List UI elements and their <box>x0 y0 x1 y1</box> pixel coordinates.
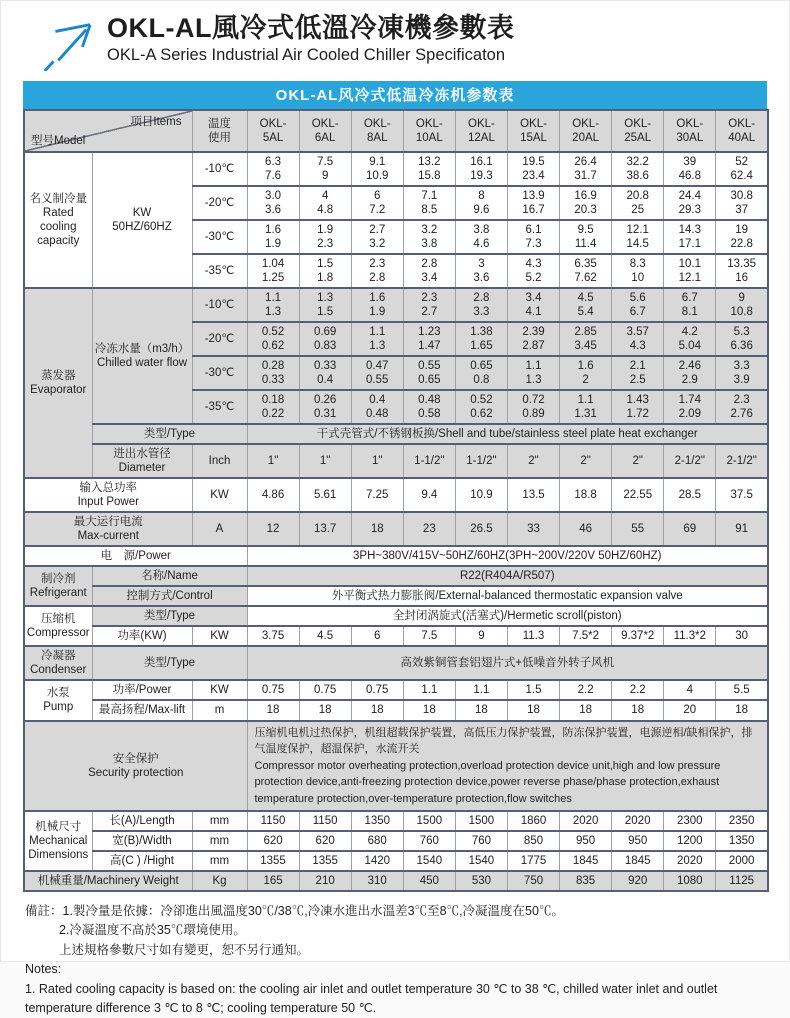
value-cell: 12.1 14.5 <box>612 220 664 254</box>
value-cell: 19 22.8 <box>716 220 768 254</box>
row-label-evaporator: 蒸发器 Evaporator <box>24 288 92 478</box>
value-cell: 14.3 17.1 <box>664 220 716 254</box>
value-cell: 7.25 <box>351 478 403 512</box>
note-line: 1. Rated cooling capacity is based on: the cooling air inlet and outlet temperature 30 ℃ to 38 ℃, chilled water inlet and outlet temperature difference 3 ℃ to 8 ℃; cooling temperature 50 ℃. <box>25 981 718 1015</box>
notes <box>25 902 765 1018</box>
value-cell: 1845 <box>560 851 612 871</box>
value-cell: 3.4 4.1 <box>507 288 559 322</box>
value-cell: 620 <box>247 831 299 851</box>
value-cell: 1.1 <box>455 680 507 700</box>
value-cell: 39 46.8 <box>664 152 716 186</box>
model-header: OKL- 25AL <box>612 110 664 152</box>
value-cell: 530 <box>455 871 507 891</box>
value-cell: 0.75 <box>351 680 403 700</box>
value-cell: 760 <box>455 831 507 851</box>
table-row <box>24 871 768 891</box>
temp-label: -20℃ <box>192 322 247 356</box>
value-cell: 1355 <box>299 851 351 871</box>
value-cell: 1.6 1.9 <box>247 220 299 254</box>
value-cell: 0.52 0.62 <box>247 322 299 356</box>
value-cell: 1.9 2.3 <box>299 220 351 254</box>
value-cell: 210 <box>299 871 351 891</box>
table-row <box>24 478 768 512</box>
value-cell: 4.5 5.4 <box>560 288 612 322</box>
value-cell: 3.8 4.6 <box>455 220 507 254</box>
value-cell: 1.6 2 <box>560 356 612 390</box>
value-cell: 8 9.6 <box>455 186 507 220</box>
row-label-compressor-type: 类型/Type <box>92 606 247 626</box>
temp-label: -10℃ <box>192 288 247 322</box>
doc-header <box>1 1 789 77</box>
note-line: 上述規格參數尺寸如有變更，恕不另行通知。 <box>59 942 310 957</box>
unit-label: mm <box>192 851 247 871</box>
row-label-diameter: 进出水管径 Diameter <box>92 444 192 478</box>
value-cell: 7.1 8.5 <box>403 186 455 220</box>
value-cell: 46 <box>560 512 612 546</box>
temp-usage-header: 温度 使用 <box>192 110 247 152</box>
value-cell: 1125 <box>716 871 768 891</box>
row-label-control: 控制方式/Control <box>92 586 247 606</box>
value-cell: 4 4.8 <box>299 186 351 220</box>
value-cell: 1.23 1.47 <box>403 322 455 356</box>
value-cell: 1-1/2" <box>403 444 455 478</box>
value-cell: 30 <box>716 626 768 646</box>
value-cell: 1.04 1.25 <box>247 254 299 288</box>
row-label-dimensions: 机械尺寸 Mechanical Dimensions <box>24 811 92 871</box>
unit-label: m <box>192 700 247 720</box>
value-cell: 2.39 2.87 <box>507 322 559 356</box>
value-cell: 1.1 1.3 <box>507 356 559 390</box>
condenser-type-value: 高效紫铜管套铝翅片式+低噪音外转子风机 <box>247 646 768 680</box>
value-cell: 55 <box>612 512 664 546</box>
security-value: 压缩机电机过热保护，机组超载保护装置，高低压力保护装置，防冻保护装置，电源逆相/缺相保护，排气温度保护，超温保护，水流开关 Compressor motor overheating protection,overload protection device unit,high and low pressure protection device,anti-freezing protection device,power reverse phase/phase protection,exhaust temperature protection,over-temperature protection,flow switches <box>247 721 768 812</box>
unit-label: A <box>192 512 247 546</box>
value-cell: 30.8 37 <box>716 186 768 220</box>
value-cell: 7.5 9 <box>299 152 351 186</box>
table-row <box>24 424 768 444</box>
row-label-height: 高(C ) /Hight <box>92 851 192 871</box>
temp-label: -35℃ <box>192 254 247 288</box>
value-cell: 1845 <box>612 851 664 871</box>
table-row <box>24 680 768 700</box>
value-cell: 0.26 0.31 <box>299 390 351 424</box>
table-row <box>24 646 768 680</box>
row-label-power-supply: 电 源/Power <box>24 546 247 566</box>
value-cell: 2.3 2.7 <box>403 288 455 322</box>
table-row <box>24 721 768 812</box>
value-cell: 6.1 7.3 <box>507 220 559 254</box>
value-cell: 2.7 3.2 <box>351 220 403 254</box>
row-label-length: 长(A)/Length <box>92 811 192 831</box>
value-cell: 91 <box>716 512 768 546</box>
value-cell: 920 <box>612 871 664 891</box>
table-row <box>24 626 768 646</box>
value-cell: 7.5*2 <box>560 626 612 646</box>
title-block <box>107 13 514 65</box>
unit-label: KW <box>192 478 247 512</box>
compressor-type-value: 全封闭涡旋式(活塞式)/Hermetic scroll(piston) <box>247 606 768 626</box>
value-cell: 1" <box>351 444 403 478</box>
value-cell: 1500 <box>455 811 507 831</box>
corner-model-label: 型号Model <box>31 134 86 147</box>
refrigerant-name-value: R22(R404A/R507) <box>247 566 768 586</box>
value-cell: 13.35 16 <box>716 254 768 288</box>
value-cell: 3.0 3.6 <box>247 186 299 220</box>
value-cell: 24.4 29.3 <box>664 186 716 220</box>
value-cell: 9 <box>455 626 507 646</box>
value-cell: 33 <box>507 512 559 546</box>
model-header: OKL- 10AL <box>403 110 455 152</box>
value-cell: 0.28 0.33 <box>247 356 299 390</box>
value-cell: 18 <box>560 700 612 720</box>
value-cell: 310 <box>351 871 403 891</box>
row-label-max-current: 最大运行电流 Max-current <box>24 512 192 546</box>
temp-label: -30℃ <box>192 356 247 390</box>
note-line: 備註：1.製冷量是依據：冷卻進出風溫度30℃/38℃,冷凍水進出水溫差3℃至8℃,冷凝溫度在50℃。 <box>25 904 564 919</box>
value-cell: 2.46 2.9 <box>664 356 716 390</box>
value-cell: 18.8 <box>560 478 612 512</box>
row-label-compressor: 压缩机 Compressor <box>24 606 92 646</box>
row-label-weight: 机械重量/Machinery Weight <box>24 871 192 891</box>
corner-items-label: 项目Items <box>130 116 182 128</box>
value-cell: 760 <box>403 831 455 851</box>
value-cell: 1.5 1.8 <box>299 254 351 288</box>
value-cell: 1775 <box>507 851 559 871</box>
unit-label: Kg <box>192 871 247 891</box>
value-cell: 0.65 0.8 <box>455 356 507 390</box>
value-cell: 18 <box>455 700 507 720</box>
value-cell: 1.1 <box>403 680 455 700</box>
value-cell: 680 <box>351 831 403 851</box>
value-cell: 1.38 1.65 <box>455 322 507 356</box>
row-label-compressor-power: 功率(KW) <box>92 626 192 646</box>
value-cell: 1" <box>299 444 351 478</box>
model-header: OKL- 15AL <box>507 110 559 152</box>
table-row <box>24 546 768 566</box>
row-label-evap-type: 类型/Type <box>92 424 247 444</box>
value-cell: 18 <box>351 512 403 546</box>
value-cell: 3.57 4.3 <box>612 322 664 356</box>
value-cell: 4.5 <box>299 626 351 646</box>
value-cell: 9.5 11.4 <box>560 220 612 254</box>
table-row <box>24 811 768 831</box>
value-cell: 22.55 <box>612 478 664 512</box>
value-cell: 20.8 25 <box>612 186 664 220</box>
corner-header <box>24 110 192 152</box>
model-header: OKL- 5AL <box>247 110 299 152</box>
value-cell: 18 <box>716 700 768 720</box>
value-cell: 1150 <box>299 811 351 831</box>
value-cell: 0.18 0.22 <box>247 390 299 424</box>
value-cell: 2.8 3.4 <box>403 254 455 288</box>
spec-table <box>23 109 769 892</box>
value-cell: 9.4 <box>403 478 455 512</box>
unit-label: Inch <box>192 444 247 478</box>
value-cell: 1860 <box>507 811 559 831</box>
row-label-condenser-type: 类型/Type <box>92 646 247 680</box>
value-cell: 2.3 2.8 <box>351 254 403 288</box>
model-header: OKL- 12AL <box>455 110 507 152</box>
value-cell: 5.61 <box>299 478 351 512</box>
value-cell: 28.5 <box>664 478 716 512</box>
table-row <box>24 566 768 586</box>
value-cell: 1-1/2" <box>455 444 507 478</box>
value-cell: 2020 <box>664 851 716 871</box>
page-title-en: OKL-A Series Industrial Air Cooled Chiller Specificaton <box>107 46 506 65</box>
note-line: Notes: <box>25 962 62 977</box>
arrow-up-right-icon <box>37 17 95 71</box>
table-row <box>24 512 768 546</box>
model-header: OKL- 40AL <box>716 110 768 152</box>
temp-label: -10℃ <box>192 152 247 186</box>
table-banner: OKL-AL风冷式低温冷冻机参数表 <box>23 81 767 109</box>
value-cell: 3 3.6 <box>455 254 507 288</box>
power-supply-value: 3PH~380V/415V~50HZ/60HZ(3PH~200V/220V 50HZ/60HZ) <box>247 546 768 566</box>
value-cell: 3.2 3.8 <box>403 220 455 254</box>
value-cell: 13.9 16.7 <box>507 186 559 220</box>
table-row <box>24 444 768 478</box>
value-cell: 6.35 7.62 <box>560 254 612 288</box>
value-cell: 11.3 <box>507 626 559 646</box>
model-header: OKL- 6AL <box>299 110 351 152</box>
value-cell: 835 <box>560 871 612 891</box>
value-cell: 10.9 <box>455 478 507 512</box>
value-cell: 0.75 <box>299 680 351 700</box>
row-label-pump: 水泵 Pump <box>24 680 92 720</box>
row-label-security: 安全保护 Security protection <box>24 721 247 812</box>
value-cell: 1.1 1.31 <box>560 390 612 424</box>
value-cell: 3.3 3.9 <box>716 356 768 390</box>
row-label-rated-unit: KW 50HZ/60HZ <box>92 152 192 288</box>
row-label-pump-power: 功率/Power <box>92 680 192 700</box>
value-cell: 2020 <box>560 811 612 831</box>
value-cell: 4.86 <box>247 478 299 512</box>
value-cell: 620 <box>299 831 351 851</box>
value-cell: 1.1 1.3 <box>247 288 299 322</box>
value-cell: 0.48 0.58 <box>403 390 455 424</box>
value-cell: 0.55 0.65 <box>403 356 455 390</box>
value-cell: 2.3 2.76 <box>716 390 768 424</box>
table-row <box>24 851 768 871</box>
note-line: 2.冷凝溫度不高於35℃環境使用。 <box>59 923 246 938</box>
value-cell: 5.3 6.36 <box>716 322 768 356</box>
value-cell: 18 <box>612 700 664 720</box>
value-cell: 1420 <box>351 851 403 871</box>
value-cell: 850 <box>507 831 559 851</box>
value-cell: 0.72 0.89 <box>507 390 559 424</box>
value-cell: 7.5 <box>403 626 455 646</box>
value-cell: 13.7 <box>299 512 351 546</box>
row-label-width: 宽(B)/Width <box>92 831 192 851</box>
value-cell: 2.1 2.5 <box>612 356 664 390</box>
value-cell: 3.75 <box>247 626 299 646</box>
value-cell: 450 <box>403 871 455 891</box>
value-cell: 1355 <box>247 851 299 871</box>
row-label-condenser: 冷凝器 Condenser <box>24 646 92 680</box>
value-cell: 9.1 10.9 <box>351 152 403 186</box>
value-cell: 18 <box>351 700 403 720</box>
table-row <box>24 700 768 720</box>
value-cell: 1350 <box>716 831 768 851</box>
value-cell: 10.1 12.1 <box>664 254 716 288</box>
value-cell: 1" <box>247 444 299 478</box>
value-cell: 1200 <box>664 831 716 851</box>
value-cell: 32.2 38.6 <box>612 152 664 186</box>
temp-label: -30℃ <box>192 220 247 254</box>
value-cell: 19.5 23.4 <box>507 152 559 186</box>
value-cell: 13.2 15.8 <box>403 152 455 186</box>
value-cell: 0.4 0.48 <box>351 390 403 424</box>
value-cell: 2" <box>507 444 559 478</box>
temp-label: -20℃ <box>192 186 247 220</box>
value-cell: 0.52 0.62 <box>455 390 507 424</box>
value-cell: 0.75 <box>247 680 299 700</box>
value-cell: 2" <box>560 444 612 478</box>
row-label-refrigerant-name: 名称/Name <box>92 566 247 586</box>
value-cell: 52 62.4 <box>716 152 768 186</box>
value-cell: 1.43 1.72 <box>612 390 664 424</box>
value-cell: 2.85 3.45 <box>560 322 612 356</box>
value-cell: 1.1 1.3 <box>351 322 403 356</box>
table-row <box>24 152 768 186</box>
value-cell: 1150 <box>247 811 299 831</box>
value-cell: 26.4 31.7 <box>560 152 612 186</box>
value-cell: 1.6 1.9 <box>351 288 403 322</box>
value-cell: 2.2 <box>612 680 664 700</box>
value-cell: 2000 <box>716 851 768 871</box>
value-cell: 2" <box>612 444 664 478</box>
row-label-rated-cooling: 名义制冷量 Rated cooling capacity <box>24 152 92 288</box>
value-cell: 165 <box>247 871 299 891</box>
value-cell: 18 <box>507 700 559 720</box>
value-cell: 16.1 19.3 <box>455 152 507 186</box>
value-cell: 26.5 <box>455 512 507 546</box>
value-cell: 950 <box>560 831 612 851</box>
value-cell: 5.6 6.7 <box>612 288 664 322</box>
unit-label: mm <box>192 831 247 851</box>
value-cell: 13.5 <box>507 478 559 512</box>
model-header: OKL- 20AL <box>560 110 612 152</box>
control-value: 外平衡式热力膨胀阀/External-balanced thermostatic expansion valve <box>247 586 768 606</box>
value-cell: 2-1/2" <box>716 444 768 478</box>
value-cell: 18 <box>247 700 299 720</box>
value-cell: 37.5 <box>716 478 768 512</box>
value-cell: 2300 <box>664 811 716 831</box>
evap-type-value: 干式壳管式/不锈钢板换/Shell and tube/stainless steel plate heat exchanger <box>247 424 768 444</box>
value-cell: 1.74 2.09 <box>664 390 716 424</box>
value-cell: 6 <box>351 626 403 646</box>
value-cell: 950 <box>612 831 664 851</box>
value-cell: 2350 <box>716 811 768 831</box>
row-label-refrigerant: 制冷剂 Refrigerant <box>24 566 92 606</box>
unit-label: KW <box>192 626 247 646</box>
unit-label: mm <box>192 811 247 831</box>
value-cell: 12 <box>247 512 299 546</box>
value-cell: 6.7 8.1 <box>664 288 716 322</box>
value-cell: 23 <box>403 512 455 546</box>
value-cell: 2.2 <box>560 680 612 700</box>
table-row <box>24 606 768 626</box>
value-cell: 4.3 5.2 <box>507 254 559 288</box>
table-row <box>24 831 768 851</box>
value-cell: 1500 <box>403 811 455 831</box>
value-cell: 4 <box>664 680 716 700</box>
value-cell: 1540 <box>455 851 507 871</box>
page-title-zh: OKL-AL風冷式低溫冷凍機參數表 <box>107 13 515 43</box>
value-cell: 0.33 0.4 <box>299 356 351 390</box>
value-cell: 11.3*2 <box>664 626 716 646</box>
model-header: OKL- 8AL <box>351 110 403 152</box>
value-cell: 750 <box>507 871 559 891</box>
value-cell: 9.37*2 <box>612 626 664 646</box>
value-cell: 18 <box>403 700 455 720</box>
table-row <box>24 288 768 322</box>
value-cell: 18 <box>299 700 351 720</box>
row-label-input-power: 输入总功率 Input Power <box>24 478 192 512</box>
temp-label: -35℃ <box>192 390 247 424</box>
value-cell: 2-1/2" <box>664 444 716 478</box>
value-cell: 69 <box>664 512 716 546</box>
value-cell: 2020 <box>612 811 664 831</box>
table-row <box>24 586 768 606</box>
row-label-max-lift: 最高扬程/Max-lift <box>92 700 192 720</box>
value-cell: 20 <box>664 700 716 720</box>
value-cell: 16.9 20.3 <box>560 186 612 220</box>
value-cell: 4.2 5.04 <box>664 322 716 356</box>
row-label-chilled-water-flow: 冷冻水量（m3/h） Chilled water flow <box>92 288 192 424</box>
value-cell: 1.3 1.5 <box>299 288 351 322</box>
value-cell: 0.69 0.83 <box>299 322 351 356</box>
value-cell: 0.47 0.55 <box>351 356 403 390</box>
value-cell: 6 7.2 <box>351 186 403 220</box>
value-cell: 2.8 3.3 <box>455 288 507 322</box>
value-cell: 1350 <box>351 811 403 831</box>
model-header: OKL- 30AL <box>664 110 716 152</box>
unit-label: KW <box>192 680 247 700</box>
value-cell: 8.3 10 <box>612 254 664 288</box>
value-cell: 6.3 7.6 <box>247 152 299 186</box>
value-cell: 1080 <box>664 871 716 891</box>
value-cell: 1.5 <box>507 680 559 700</box>
value-cell: 9 10.8 <box>716 288 768 322</box>
value-cell: 1540 <box>403 851 455 871</box>
value-cell: 5.5 <box>716 680 768 700</box>
